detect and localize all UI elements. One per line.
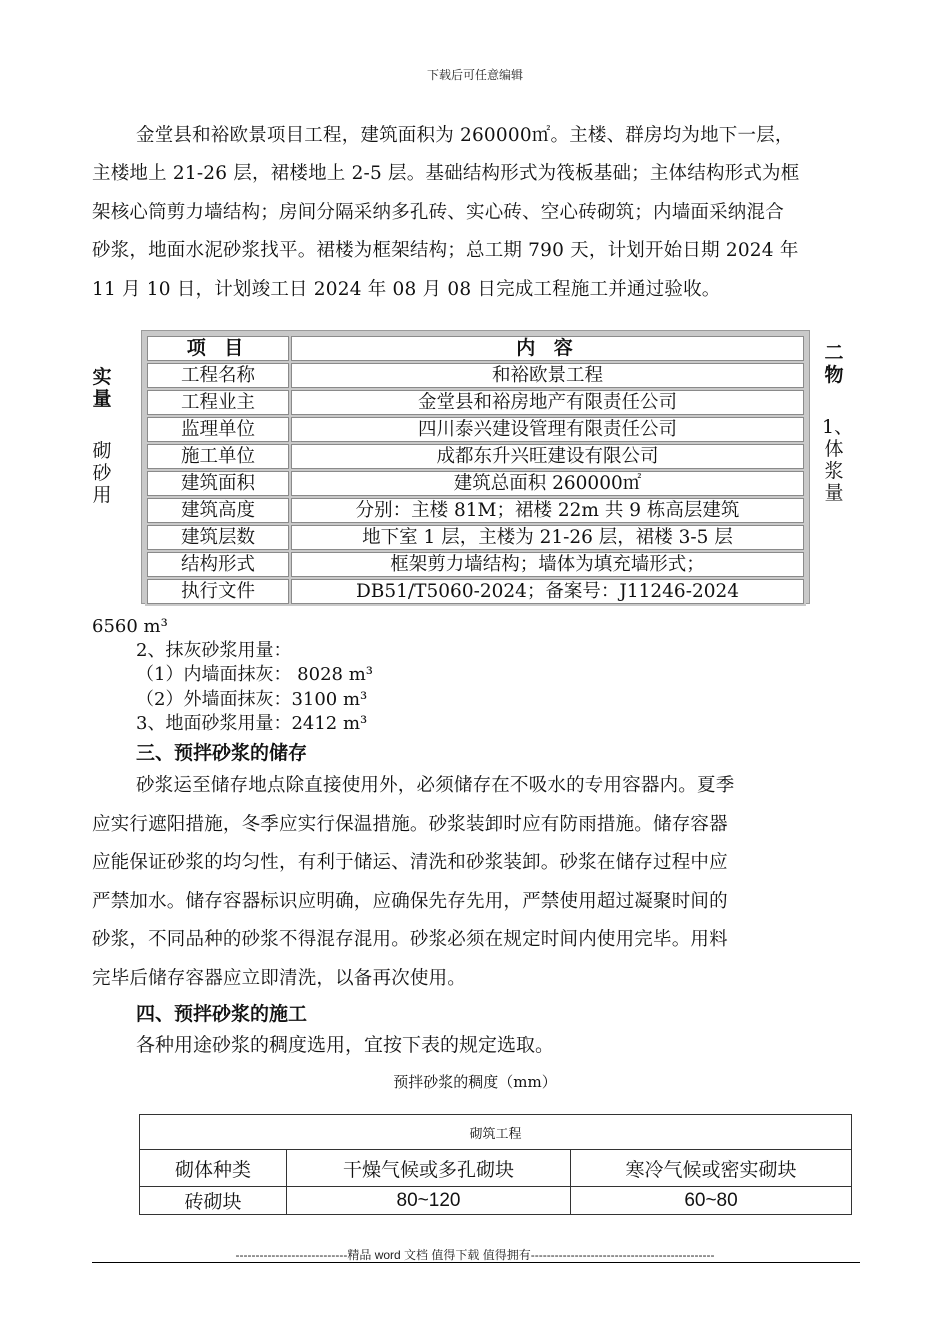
intro-line: 主楼地上 21-26 层，裙楼地上 2-5 层。基础结构形式为筏板基础；主体结构形式为框	[92, 163, 800, 184]
intro-paragraph-cont	[92, 155, 862, 309]
section-3-title: 三、预拌砂浆的储存	[136, 742, 308, 764]
section-3-paragraph	[92, 767, 862, 998]
side-right-bold: 二 物	[824, 342, 844, 386]
table-row	[147, 444, 804, 469]
section-4-text: 各种用途砂浆的稠度选用，宜按下表的规定选取。	[136, 1034, 555, 1056]
section-4-title: 四、预拌砂浆的施工	[136, 1003, 308, 1025]
intro-paragraph	[92, 117, 906, 156]
cell-value: 框架剪力墙结构；墙体为填充墙形式；	[291, 552, 804, 577]
cell-key: 建筑高度	[147, 498, 289, 523]
header-cell: 干燥气候或多孔砌块	[287, 1150, 571, 1187]
cell-key: 执行文件	[147, 579, 289, 604]
group-cell: 砌筑工程	[140, 1115, 852, 1150]
cell-key: 结构形式	[147, 552, 289, 577]
cell-value: 四川泰兴建设管理有限责任公司	[291, 417, 804, 442]
header-cell: 内 容	[291, 336, 804, 361]
cell-value: 分别：主楼 81M；裙楼 22m 共 9 栋高层建筑	[291, 498, 804, 523]
page-footer: ----------------------------精品 word 文档 值得下载 值得拥有----------------------------------------------	[235, 1248, 715, 1262]
cell-value: 成都东升兴旺建设有限公司	[291, 444, 804, 469]
table-caption: 预拌砂浆的稠度（mm）	[393, 1073, 557, 1091]
cell-key: 工程名称	[147, 363, 289, 388]
table-row	[140, 1187, 852, 1215]
header-cell: 寒冷气候或密实砌块	[571, 1150, 852, 1187]
para-line: 严禁加水。储存容器标识应明确，应确保先存先用，严禁使用超过凝聚时间的	[92, 890, 728, 912]
cell-value: 和裕欧景工程	[291, 363, 804, 388]
outer-wall-plaster: （2）外墙面抹灰：3100 m³	[136, 689, 368, 710]
para-line: 砂浆，不同品种的砂浆不得混存混用。砂浆必须在规定时间内使用完毕。用料	[92, 929, 728, 950]
cell: 60~80	[571, 1187, 852, 1215]
header-cell: 砌体种类	[140, 1150, 287, 1187]
table-row	[147, 417, 804, 442]
cell-value: 建筑总面积 260000㎡	[291, 471, 804, 496]
masonry-quantity: 6560 m³	[92, 616, 168, 637]
plaster-title: 2、抹灰砂浆用量：	[136, 640, 292, 661]
inner-wall-plaster: （1）内墙面抹灰： 8028 m³	[136, 664, 373, 685]
table-row	[147, 498, 804, 523]
header-cell: 项 目	[147, 336, 289, 361]
footer-rule	[92, 1262, 860, 1263]
group-row	[140, 1115, 852, 1150]
intro-line: 架核心筒剪力墙结构；房间分隔采纳多孔砖、实心砖、空心砖砌筑；内墙面采纳混合	[92, 201, 784, 223]
floor-mortar-quantity: 3、地面砂浆用量：2412 m³	[136, 713, 368, 734]
cell-value: 地下室 1 层，主楼为 21-26 层，裙楼 3-5 层	[291, 525, 804, 550]
table-row	[147, 390, 804, 415]
project-info-table	[141, 330, 810, 604]
para-line: 完毕后储存容器应立即清洗，以备再次使用。	[92, 967, 467, 989]
para-line: 应实行遮阳措施，冬季应实行保温措施。砂浆装卸时应有防雨措施。储存容器	[92, 813, 728, 835]
table-row	[147, 552, 804, 577]
cell-key: 建筑面积	[147, 471, 289, 496]
intro-line: 砂浆，地面水泥砂浆找平。裙楼为框架结构；总工期 790 天，计划开始日期 2024 年	[92, 240, 799, 261]
cell-value: DB51/T5060-2024；备案号：J11246-2024	[291, 579, 804, 604]
intro-line: 金堂县和裕欧景项目工程，建筑面积为 260000㎡。主楼、群房均为地下一层，	[136, 125, 794, 146]
cell-key: 工程业主	[147, 390, 289, 415]
table-header-row	[147, 336, 804, 361]
side-right-text: 1、 体 浆 量	[822, 416, 854, 504]
intro-line: 11 月 10 日，计划竣工日 2024 年 08 月 08 日完成工程施工并通过验收。	[92, 278, 721, 300]
page-header: 下载后可任意编辑	[426, 68, 523, 82]
side-left-text: 砌 砂 用	[92, 440, 112, 506]
cell-key: 施工单位	[147, 444, 289, 469]
cell: 80~120	[287, 1187, 571, 1215]
table-row	[147, 363, 804, 388]
cell-key: 监理单位	[147, 417, 289, 442]
cell-key: 建筑层数	[147, 525, 289, 550]
table-header-row	[140, 1150, 852, 1187]
consistency-table	[139, 1114, 852, 1215]
cell-value: 金堂县和裕房地产有限责任公司	[291, 390, 804, 415]
table-row	[147, 471, 804, 496]
table-row	[147, 525, 804, 550]
table-row	[147, 579, 804, 604]
para-line: 应能保证砂浆的均匀性，有利于储运、清洗和砂浆装卸。砂浆在储存过程中应	[92, 852, 728, 873]
para-line: 砂浆运至储存地点除直接使用外，必须储存在不吸水的专用容器内。夏季	[136, 775, 735, 796]
cell: 砖砌块	[140, 1187, 287, 1215]
side-left-bold: 实 量	[92, 366, 112, 410]
